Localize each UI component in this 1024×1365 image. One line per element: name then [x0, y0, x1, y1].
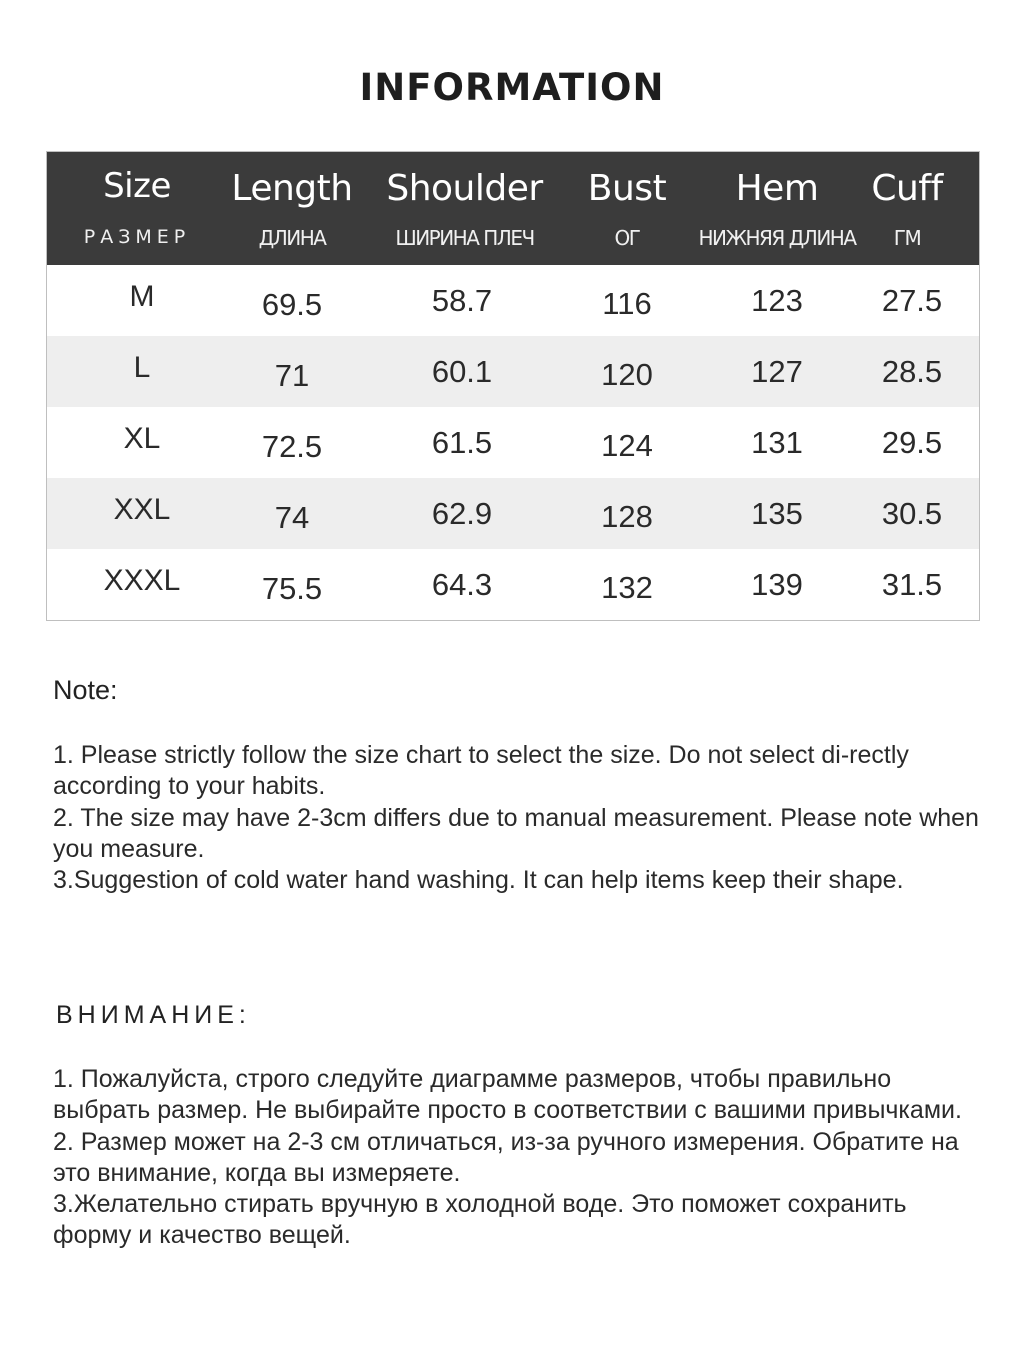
- cell-length: 74: [274, 500, 310, 535]
- table-row: [47, 407, 979, 478]
- page-title: INFORMATION: [359, 66, 665, 109]
- cell-size: L: [133, 351, 151, 384]
- header-hem-ru: НИЖНЯЯ ДЛИНА: [698, 226, 856, 250]
- cell-shoulder: 60.1: [431, 354, 493, 389]
- cell-size: XL: [123, 422, 161, 455]
- attention-list: [53, 1064, 983, 1252]
- cell-shoulder: 64.3: [431, 567, 493, 602]
- cell-length: 71: [274, 358, 310, 393]
- table-header: [47, 152, 979, 265]
- cell-hem: 127: [751, 354, 803, 389]
- attention-item: 1. Пожалуйста, строго следуйте диаграмме размеров, чтобы правильно выбрать размер. Не выбирайте просто в соответствии с вашими привычками.: [53, 1065, 962, 1125]
- header-shoulder-en: Shoulder: [386, 168, 543, 209]
- cell-size: XXL: [113, 493, 171, 526]
- cell-hem: 139: [751, 567, 803, 602]
- attention-item: 2. Размер может на 2-3 см отличаться, из-за ручного измерения. Обратите на это внимание, когда вы измеряете.: [53, 1127, 959, 1187]
- cell-length: 75.5: [261, 571, 323, 606]
- cell-bust: 120: [601, 357, 653, 392]
- header-length-en: Length: [231, 168, 353, 209]
- table-row: [47, 549, 979, 620]
- header-bust-ru: ОГ: [614, 226, 640, 250]
- cell-bust: 116: [602, 286, 652, 321]
- cell-shoulder: 58.7: [431, 283, 493, 318]
- cell-bust: 124: [601, 428, 653, 463]
- header-size-en: Size: [103, 166, 171, 206]
- header-bust-en: Bust: [587, 168, 667, 209]
- cell-hem: 135: [751, 496, 803, 531]
- cell-cuff: 28.5: [881, 354, 943, 389]
- table-row: [47, 336, 979, 407]
- header-cuff-ru: ГМ: [893, 226, 921, 250]
- note-list: [53, 740, 983, 896]
- table-row: [47, 265, 979, 336]
- note-item: 1. Please strictly follow the size chart to select the size. Do not select di-rectly according to your habits.: [53, 741, 909, 801]
- cell-length: 72.5: [261, 429, 323, 464]
- cell-shoulder: 61.5: [431, 425, 493, 460]
- table-body: [47, 265, 979, 620]
- header-hem: [687, 152, 867, 265]
- header-cuff-en: Cuff: [871, 168, 943, 209]
- header-length-ru: ДЛИНА: [258, 226, 326, 250]
- cell-hem: 123: [751, 283, 803, 318]
- header-size: [47, 152, 227, 265]
- table-row: [47, 478, 979, 549]
- attention-item: 3.Желательно стирать вручную в холодной воде. Это поможет сохранить форму и качество вещей.: [53, 1190, 907, 1250]
- attention-heading: ВНИМАНИЕ:: [56, 1001, 251, 1029]
- header-shoulder-ru: ШИРИНА ПЛЕЧ: [395, 226, 534, 250]
- size-table: [46, 151, 980, 621]
- cell-size: XXXL: [103, 564, 181, 597]
- header-length: [217, 152, 367, 265]
- cell-cuff: 29.5: [881, 425, 943, 460]
- cell-length: 69.5: [261, 287, 323, 322]
- header-shoulder: [377, 152, 552, 265]
- cell-bust: 132: [601, 570, 653, 605]
- header-size-ru: РАЗМЕР: [83, 226, 191, 248]
- header-bust: [557, 152, 697, 265]
- header-hem-en: Hem: [735, 168, 819, 209]
- cell-size: M: [129, 280, 155, 313]
- note-item: 2. The size may have 2-3cm differs due to manual measurement. Please note when you measure.: [53, 803, 979, 863]
- cell-cuff: 31.5: [881, 567, 943, 602]
- cell-shoulder: 62.9: [431, 496, 493, 531]
- note-item: 3.Suggestion of cold water hand washing. It can help items keep their shape.: [53, 866, 904, 895]
- header-cuff: [847, 152, 967, 265]
- cell-cuff: 27.5: [881, 283, 943, 318]
- cell-bust: 128: [601, 499, 653, 534]
- cell-cuff: 30.5: [881, 496, 943, 531]
- cell-hem: 131: [751, 425, 803, 460]
- note-heading: Note:: [53, 675, 118, 705]
